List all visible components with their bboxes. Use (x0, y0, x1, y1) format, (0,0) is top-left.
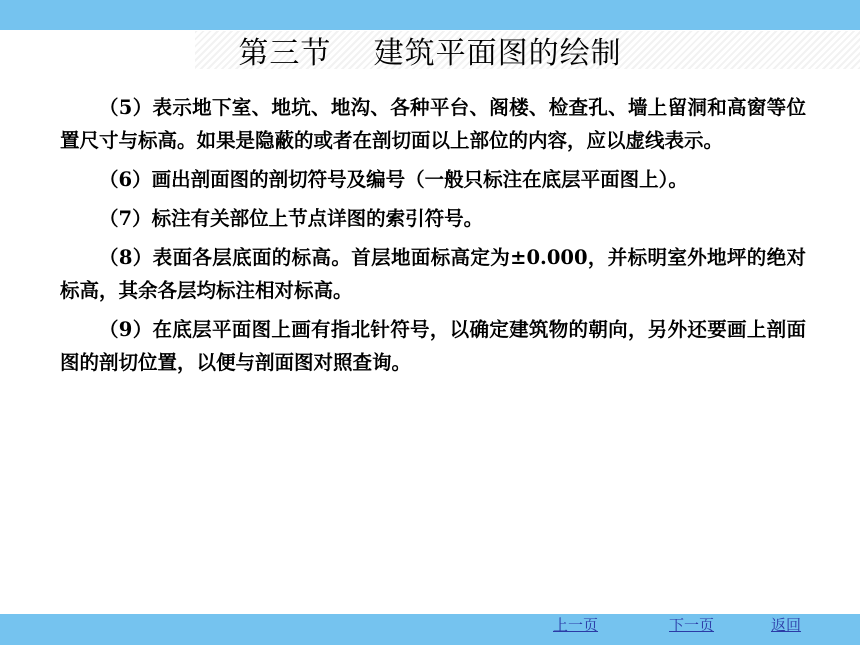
paragraph-5: （5）表示地下室、地坑、地沟、各种平台、阁楼、检查孔、墙上留洞和高窗等位置尺寸与标高。如果是隐蔽的或者在剖切面以上部位的内容，应以虚线表示。 (60, 96, 806, 152)
next-page-link[interactable]: 下一页 (669, 616, 715, 634)
paragraph-6: （6）画出剖面图的剖切符号及编号（一般只标注在底层平面图上）。 (99, 168, 688, 191)
back-link[interactable]: 返回 (771, 616, 802, 634)
paragraph-9: （9）在底层平面图上画有指北针符号，以确定建筑物的朝向，另外还要画上剖面图的剖切位置，以便与剖面图对照查询。 (60, 318, 806, 374)
slide-content (60, 91, 806, 385)
paragraph-8: （8）表面各层底面的标高。首层地面标高定为±0.000，并标明室外地坪的绝对标高，其余各层均标注相对标高。 (60, 246, 806, 302)
paragraph-7: （7）标注有关部位上节点详图的索引符号。 (99, 207, 484, 230)
slide-title: 第三节 建筑平面图的绘制 (238, 36, 622, 71)
top-banner (0, 0, 860, 30)
bottom-banner (0, 614, 860, 645)
prev-page-link[interactable]: 上一页 (553, 616, 599, 634)
